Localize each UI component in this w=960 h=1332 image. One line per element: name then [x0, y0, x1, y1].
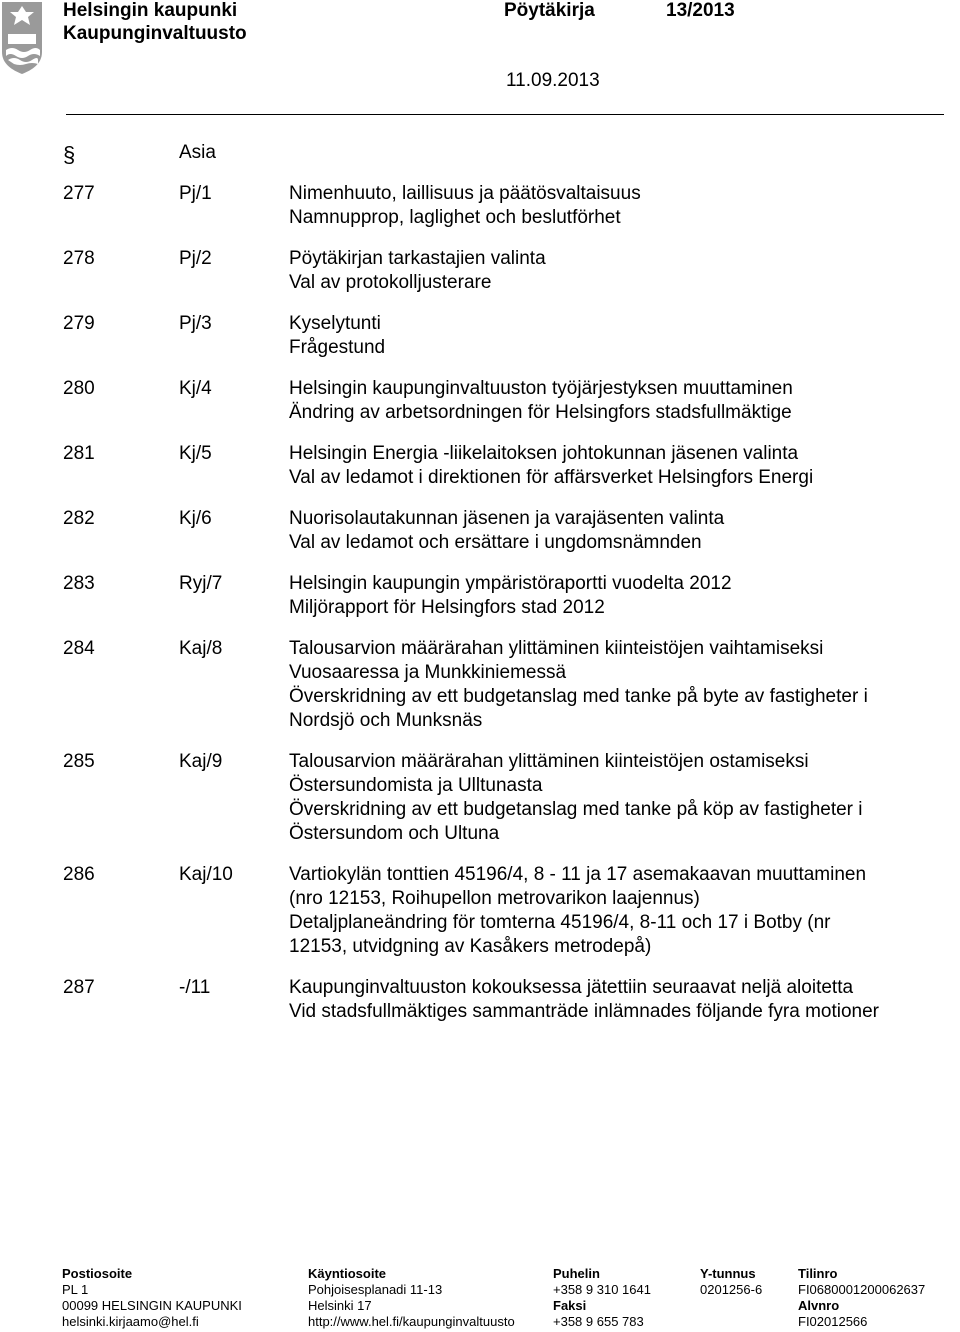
item-number: 279 [63, 313, 95, 334]
footer-line: FI02012566 [798, 1314, 868, 1329]
footer-heading: Alvnro [798, 1298, 840, 1313]
item-code: Kj/5 [179, 443, 212, 464]
item-code: Kj/4 [179, 378, 212, 399]
footer-line: +358 9 310 1641 [553, 1282, 651, 1297]
footer-line: Pohjoisesplanadi 11-13 [308, 1282, 443, 1297]
agenda-item [63, 507, 953, 555]
item-title-line: Vuosaaressa ja Munkkiniemessä [289, 662, 567, 683]
item-title-line: Helsingin kaupungin ympäristöraportti vuodelta 2012 [289, 573, 732, 594]
footer-line: 00099 HELSINGIN KAUPUNKI [62, 1298, 242, 1313]
item-title-line: Ändring av arbetsordningen för Helsingfors stadsfullmäktige [289, 402, 792, 423]
footer-phone [553, 1266, 651, 1330]
footer-heading: Puhelin [553, 1266, 600, 1281]
item-code: -/11 [179, 977, 211, 998]
footer-visit-address [308, 1266, 515, 1330]
agenda-item [63, 572, 953, 620]
item-number: 283 [63, 573, 95, 594]
footer-business-id [700, 1266, 762, 1298]
item-code: Kaj/9 [179, 751, 223, 772]
item-number: 284 [63, 638, 95, 659]
item-title [289, 637, 953, 733]
item-number: 287 [63, 977, 95, 998]
item-title [289, 750, 953, 846]
footer-heading: Postiosoite [62, 1266, 133, 1281]
doc-type: Pöytäkirja [504, 0, 595, 21]
item-title-line: Talousarvion määrärahan ylittäminen kiinteistöjen ostamiseksi [289, 751, 809, 772]
item-title [289, 312, 953, 360]
item-title-line: Nordsjö och Munksnäs [289, 710, 483, 731]
item-title-line: Vid stadsfullmäktiges sammanträde inlämnades följande fyra motioner [289, 1001, 880, 1022]
footer-postal-address [62, 1266, 242, 1330]
footer-line: FI0680001200062637 [798, 1282, 926, 1297]
item-title-line: Helsingin Energia -liikelaitoksen johtokunnan jäsenen valinta [289, 443, 799, 464]
header-divider [66, 114, 944, 115]
item-title-line: Val av ledamot i direktionen för affärsverket Helsingfors Energi [289, 467, 814, 488]
footer-line: PL 1 [62, 1282, 89, 1297]
item-title [289, 507, 953, 555]
footer-heading: Tilinro [798, 1266, 838, 1281]
item-title [289, 976, 953, 1024]
item-title-line: Val av protokolljusterare [289, 272, 492, 293]
item-code: Kaj/10 [179, 864, 233, 885]
agenda-item [63, 442, 953, 490]
item-number: 280 [63, 378, 95, 399]
agenda-item [63, 637, 953, 733]
footer-heading: Käyntiosoite [308, 1266, 387, 1281]
section-title: Asia [179, 142, 216, 163]
agenda-item [63, 750, 953, 846]
item-title [289, 442, 953, 490]
item-title-line: Nuorisolautakunnan jäsenen ja varajäsenten valinta [289, 508, 725, 529]
section-mark: § [63, 142, 76, 167]
item-title [289, 247, 953, 295]
item-title-line: Överskridning av ett budgetanslag med tanke på köp av fastigheter i [289, 799, 863, 820]
item-title [289, 377, 953, 425]
doc-number: 13/2013 [666, 0, 735, 21]
item-title [289, 863, 953, 959]
item-title-line: Talousarvion määrärahan ylittäminen kiinteistöjen vaihtamiseksi [289, 638, 824, 659]
item-title-line: Helsingin kaupunginvaltuuston työjärjestyksen muuttaminen [289, 378, 793, 399]
agenda-item [63, 182, 953, 230]
item-title-line: Miljörapport för Helsingfors stad 2012 [289, 597, 605, 618]
agenda-item [63, 377, 953, 425]
item-code: Pj/2 [179, 248, 212, 269]
item-title-line: Nimenhuuto, laillisuus ja päätösvaltaisuus [289, 183, 641, 204]
item-code: Pj/3 [179, 313, 212, 334]
item-title-line: Överskridning av ett budgetanslag med tanke på byte av fastigheter i [289, 686, 868, 707]
footer-email[interactable]: helsinki.kirjaamo@hel.fi [62, 1314, 199, 1329]
item-number: 278 [63, 248, 95, 269]
agenda-item [63, 247, 953, 295]
agenda-item [63, 863, 953, 959]
item-title-line: Detaljplaneändring för tomterna 45196/4, 8-11 och 17 i Botby (nr [289, 912, 831, 933]
agenda-item [63, 976, 953, 1024]
footer-account [798, 1266, 925, 1330]
item-code: Pj/1 [179, 183, 212, 204]
item-title-line: Östersundomista ja Ulltunasta [289, 775, 543, 796]
item-number: 277 [63, 183, 95, 204]
footer-heading: Faksi [553, 1298, 587, 1313]
item-number: 286 [63, 864, 95, 885]
item-title [289, 572, 953, 620]
helsinki-crest-logo [0, 0, 44, 76]
footer-line: 0201256-6 [700, 1282, 763, 1297]
item-title-line: Vartiokylän tonttien 45196/4, 8 - 11 ja 17 asemakaavan muuttaminen [289, 864, 867, 885]
meeting-date: 11.09.2013 [506, 70, 600, 91]
item-title-line: 12153, utvidgning av Kasåkers metrodepå) [289, 936, 652, 957]
agenda-item [63, 312, 953, 360]
item-title-line: Namnupprop, laglighet och beslutförhet [289, 207, 621, 228]
footer-website-link[interactable]: http://www.hel.fi/kaupunginvaltuusto [308, 1314, 515, 1329]
item-title-line: Östersundom och Ultuna [289, 823, 500, 844]
item-code: Kj/6 [179, 508, 212, 529]
item-title-line: Kyselytunti [289, 313, 381, 334]
item-code: Ryj/7 [179, 573, 223, 594]
item-title-line: Pöytäkirjan tarkastajien valinta [289, 248, 546, 269]
item-title-line: (nro 12153, Roihupellon metrovarikon laajennus) [289, 888, 700, 909]
item-title-line: Val av ledamot och ersättare i ungdomsnämnden [289, 532, 702, 553]
item-title-line: Frågestund [289, 337, 386, 358]
city-name: Helsingin kaupunki [63, 0, 238, 21]
council-name: Kaupunginvaltuusto [63, 23, 247, 44]
item-number: 282 [63, 508, 95, 529]
item-number: 285 [63, 751, 95, 772]
agenda-list [63, 182, 953, 1041]
item-number: 281 [63, 443, 95, 464]
footer-line: Helsinki 17 [308, 1298, 372, 1313]
item-code: Kaj/8 [179, 638, 223, 659]
item-title-line: Kaupunginvaltuuston kokouksessa jätettiin seuraavat neljä aloitetta [289, 977, 854, 998]
footer-heading: Y-tunnus [700, 1266, 756, 1281]
item-title [289, 182, 953, 230]
footer-line: +358 9 655 783 [553, 1314, 644, 1329]
